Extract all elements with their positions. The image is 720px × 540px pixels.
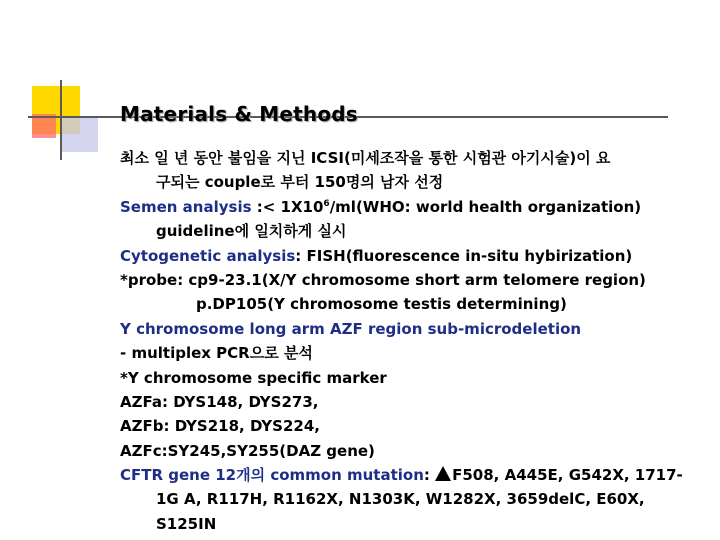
- slide-title: Materials & Methods: [120, 102, 358, 126]
- semen-analysis-label: Semen analysis: [120, 197, 252, 216]
- text-line: 1G A, R117H, R1162X, N1303K, W1282X, 3659delC, E60X,: [156, 490, 645, 509]
- text-line: 구되는 couple로 부터 150명의 남자 선정: [156, 173, 444, 192]
- text-span: :< 1X10: [251, 197, 324, 216]
- text-line: AZFc:SY245,SY255(DAZ gene): [120, 441, 375, 460]
- delta-triangle-icon: [435, 466, 451, 481]
- text-line: 최소 일 년 동안 불임을 지닌 ICSI(미세조작을 통한 시험관 아기시술)이 요: [120, 149, 611, 167]
- text-line: S125IN: [156, 514, 217, 533]
- text-line: *Y chromosome specific marker: [120, 368, 387, 387]
- decor-blue-square: [62, 116, 98, 152]
- slide-body: [120, 146, 710, 536]
- superscript: 6: [323, 198, 330, 209]
- text-span: : FISH(fluorescence in-situ hybirization): [295, 246, 633, 265]
- text-line: p.DP105(Y chromosome testis determining): [196, 295, 567, 314]
- text-line: [120, 195, 710, 219]
- text-line: [120, 244, 710, 268]
- text-line: AZFa: DYS148, DYS273,: [120, 392, 319, 411]
- text-span: :: [423, 466, 436, 485]
- text-line: *probe: cp9-23.1(X/Y chromosome short arm telomere region): [120, 270, 646, 289]
- text-line: AZFb: DYS218, DYS224,: [120, 417, 320, 436]
- cytogenetic-analysis-label: Cytogenetic analysis: [120, 246, 296, 265]
- text-line: [120, 463, 710, 487]
- cftr-label: CFTR gene 12개의 common mutation: [120, 466, 424, 485]
- text-line: - multiplex PCR으로 분석: [120, 344, 313, 363]
- decor-red-square: [32, 114, 56, 138]
- text-line: guideline에 일치하게 실시: [156, 222, 347, 241]
- text-span: /ml(WHO: world health organization): [329, 197, 642, 216]
- text-span: F508, A445E, G542X, 1717-: [452, 466, 683, 485]
- text-line: Y chromosome long arm AZF region sub-microdeletion: [120, 319, 582, 338]
- decor-vertical-line: [60, 80, 62, 160]
